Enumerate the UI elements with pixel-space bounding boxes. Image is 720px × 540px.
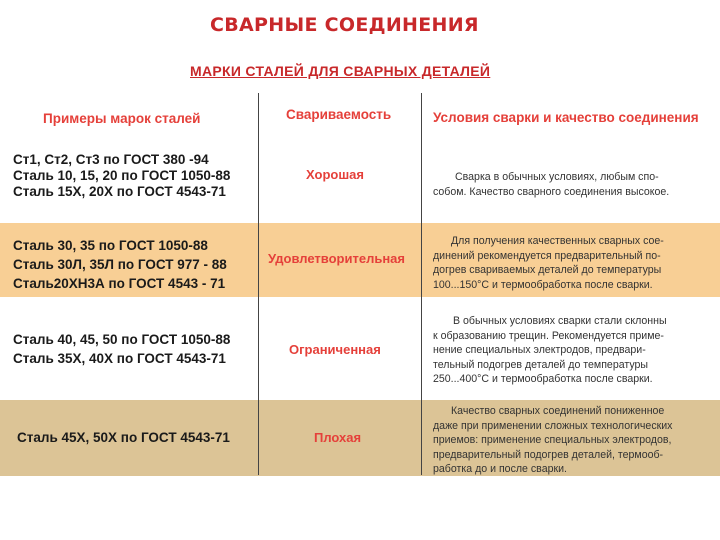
page-subtitle — [190, 63, 490, 79]
row1-conditions — [433, 170, 669, 199]
column-divider-1 — [258, 93, 259, 475]
condition-line: нение специальных электродов, предвари- — [433, 344, 646, 356]
row4-conditions — [433, 404, 672, 477]
header-conditions: Условия сварки и качество соединения — [433, 110, 699, 125]
row4-steels — [17, 430, 230, 446]
condition-line: Сварка в обычных условиях, любым спо- — [455, 171, 659, 183]
steel-line: Сталь 40, 45, 50 по ГОСТ 1050-88 — [13, 332, 231, 347]
steel-line: Сталь 30Л, 35Л по ГОСТ 977 - 88 — [13, 257, 227, 272]
condition-line: В обычных условиях сварки стали склонны — [453, 315, 667, 327]
subtitle-text: МАРКИ СТАЛЕЙ ДЛЯ СВАРНЫХ ДЕТАЛЕЙ — [190, 63, 491, 79]
steel-line: Сталь20ХН3А по ГОСТ 4543 - 71 — [13, 276, 226, 291]
steel-line: Сталь 15Х, 20Х по ГОСТ 4543-71 — [13, 184, 226, 199]
condition-line: предварительный подогрев деталей, термооб- — [433, 448, 664, 461]
steel-line: Сталь 35Х, 40Х по ГОСТ 4543-71 — [13, 351, 226, 366]
steel-line: Сталь 30, 35 по ГОСТ 1050-88 — [13, 238, 208, 253]
row1-weldability: Хорошая — [306, 167, 364, 182]
page-title: СВАРНЫЕ СОЕДИНЕНИЯ — [210, 14, 479, 36]
row3-conditions — [433, 314, 667, 387]
row1-steels — [13, 152, 230, 200]
condition-line: к образованию трещин. Рекомендуется приме- — [433, 329, 664, 342]
steel-line: Ст1, Ст2, Ст3 по ГОСТ 380 -94 — [13, 152, 209, 167]
condition-line: догрев свариваемых деталей до температуры — [433, 264, 662, 276]
row4-weldability: Плохая — [314, 430, 362, 445]
condition-line: даже при применении сложных технологических — [433, 419, 673, 432]
condition-line: 250...400°С и термообработка после сварки. — [433, 373, 653, 385]
row2-steels — [13, 236, 227, 293]
column-divider-2 — [421, 93, 422, 475]
row2-weldability: Удовлетворительная — [268, 251, 406, 266]
condition-line: приемов: применение специальных электродов, — [433, 434, 672, 446]
row3-weldability: Ограниченная — [289, 342, 381, 357]
steel-line: Сталь 10, 15, 20 по ГОСТ 1050-88 — [13, 168, 231, 183]
header-weldability: Свариваемость — [286, 107, 392, 122]
condition-line: Для получения качественных сварных сое- — [451, 235, 664, 247]
condition-line: динений рекомендуется предварительный по- — [433, 249, 661, 262]
row3-steels — [13, 330, 230, 368]
header-steels: Примеры марок сталей — [43, 111, 201, 126]
condition-line: Качество сварных соединений пониженное — [451, 405, 665, 417]
row2-conditions — [433, 234, 664, 292]
condition-line: работка до и после сварки. — [433, 463, 567, 475]
condition-line: собом. Качество сварного соединения высокое. — [433, 185, 670, 198]
steel-line: Сталь 45Х, 50Х по ГОСТ 4543-71 — [17, 430, 230, 445]
condition-line: тельный подогрев деталей до температуры — [433, 358, 649, 371]
condition-line: 100...150°С и термообработка после сварки. — [433, 278, 653, 291]
